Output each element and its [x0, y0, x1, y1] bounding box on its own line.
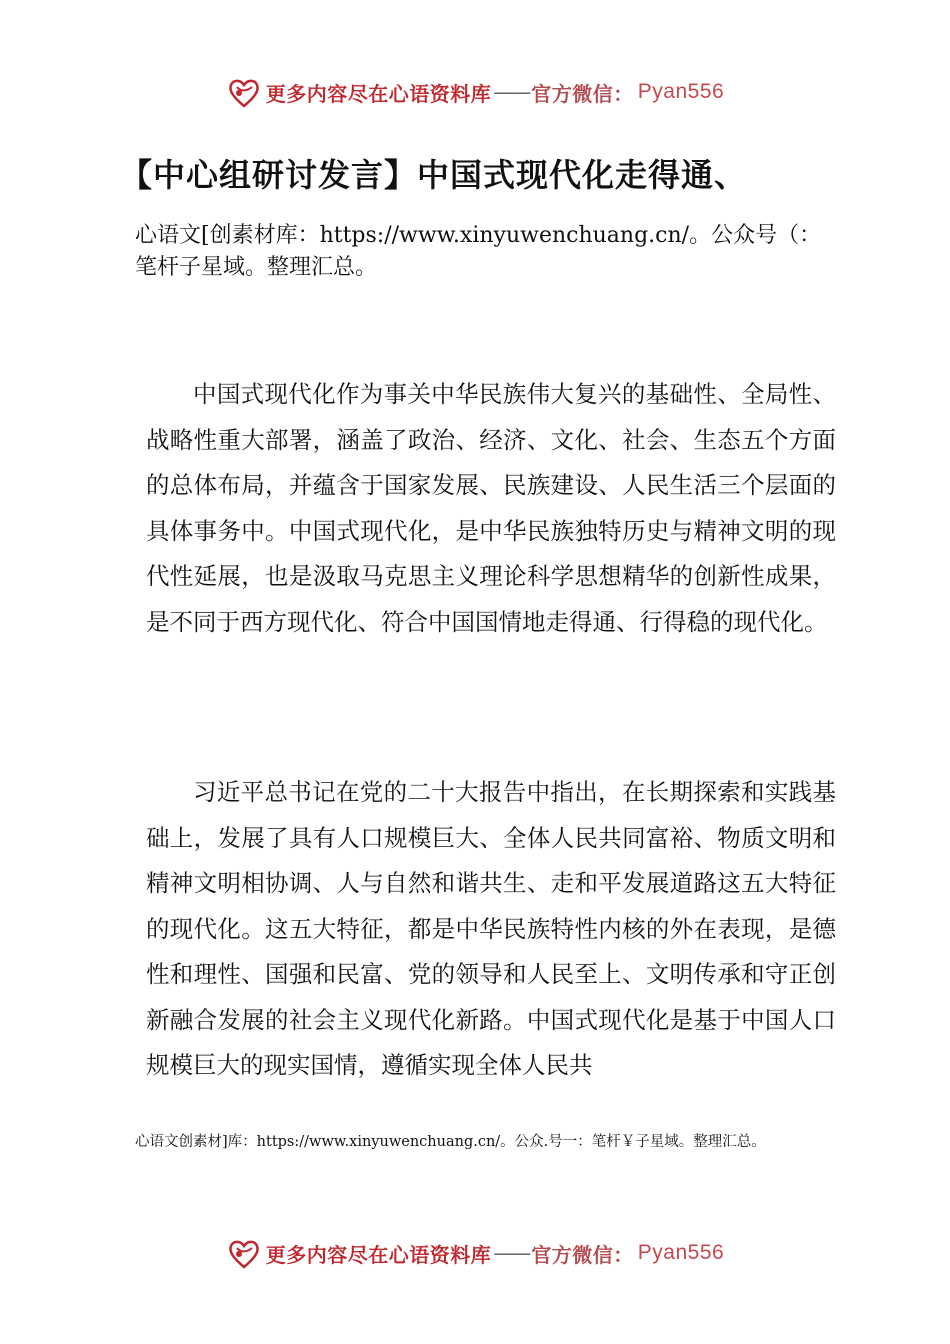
- banner-slogan: 更多内容尽在心语资料库: [265, 81, 492, 106]
- page-footnote: 心语文创素材]库：https://www.xinyuwenchuang.cn/。公众.号一：笔杆￥子星域。整理汇总。: [135, 1134, 766, 1150]
- source-note: 心语文[创素材库：https://www.xinyuwenchuang.cn/。公众号（：笔杆子星域。整理汇总。: [135, 223, 822, 280]
- banner-wechat-label: 官方微信：: [531, 1242, 634, 1267]
- footer-banner: [0, 1233, 950, 1273]
- paragraph-2: 习近平总书记在党的二十大报告中指出，在长期探索和实践基础上，发展了具有人口规模巨大、全体人民共同富裕、物质文明和精神文明相协调、人与自然和谐共生、走和平发展道路这五大特征的现代化。这五大特征，都是中华民族特性内核的外在表现，是德性和理性、国强和民富、党的领导和人民至上、文明传承和守正创新融合发展的社会主义现代化新路。中国式现代化是基于中国人口规模巨大的现实国情，遵循实现全体人民共: [146, 778, 836, 1079]
- banner-wechat-id: Pyan556: [637, 1241, 725, 1264]
- heart-logo-icon: [226, 74, 262, 110]
- banner-dash: ——: [493, 1241, 530, 1265]
- banner-slogan: 更多内容尽在心语资料库: [265, 1242, 492, 1267]
- banner-wechat-id: Pyan556: [637, 80, 725, 103]
- document-title: 【中心组研讨发言】中国式现代化走得通、: [120, 156, 748, 194]
- paragraph-1: 中国式现代化作为事关中华民族伟大复兴的基础性、全局性、战略性重大部署，涵盖了政治、经济、文化、社会、生态五个方面的总体布局，并蕴含于国家发展、民族建设、人民生活三个层面的具体事务中。中国式现代化，是中华民族独特历史与精神文明的现代性延展，也是汲取马克思主义理论科学思想精华的创新性成果，是不同于西方现代化、符合中国国情地走得通、行得稳的现代化。: [146, 380, 836, 636]
- heart-logo-icon: [226, 1235, 262, 1271]
- header-banner: [0, 72, 950, 112]
- banner-dash: ——: [493, 80, 530, 104]
- banner-wechat-label: 官方微信：: [531, 81, 634, 106]
